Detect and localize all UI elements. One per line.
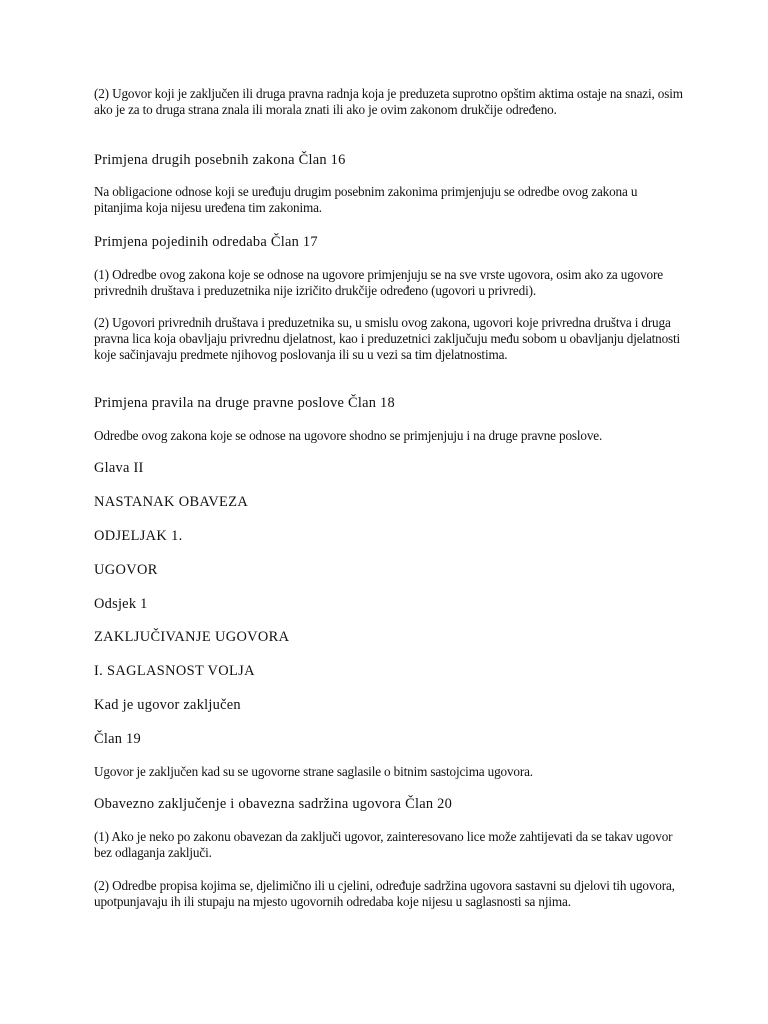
paragraph-clan-17-stav-1: (1) Odredbe ovog zakona koje se odnose na ugovore primjenjuju se na sve vrste ugovora, osim ako za ugovore privrednih društava i preduzetnika nije izričito drukčije određeno (ugovori u privredi). [94, 267, 663, 298]
heading-clan-20: Obavezno zaključenje i obavezna sadržina ugovora Član 20 [94, 796, 453, 812]
paragraph-clan-19: Ugovor je zaključen kad su se ugovorne strane saglasile o bitnim sastojcima ugovora. [94, 764, 533, 779]
paragraph-clan-16: Na obligacione odnose koji se uređuju drugim posebnim zakonima primjenjuju se odredbe ovog zakona u pitanjima koja nijesu uređena tim zakonima. [94, 184, 638, 215]
paragraph-clan-20-stav-2: (2) Odredbe propisa kojima se, djelimično ili u cjelini, određuje sadržina ugovora sastavni su djelovi tih ugovora, upotpunjavaju ih ili stupaju na mjesto ugovornih odredaba koje nijesu u saglasnosti sa njima. [94, 878, 675, 909]
heading-clan-17: Primjena pojedinih odredaba Član 17 [94, 234, 318, 250]
heading-nastanak-obaveza: NASTANAK OBAVEZA [94, 494, 249, 510]
heading-clan-18: Primjena pravila na druge pravne poslove Član 18 [94, 395, 395, 411]
paragraph-clan-18: Odredbe ovog zakona koje se odnose na ugovore shodno se primjenjuju i na druge pravne poslove. [94, 428, 603, 443]
heading-odsjek-1: Odsjek 1 [94, 596, 148, 612]
heading-ugovor: UGOVOR [94, 562, 158, 578]
heading-clan-16: Primjena drugih posebnih zakona Član 16 [94, 152, 346, 168]
heading-odjeljak-1: ODJELJAK 1. [94, 528, 183, 544]
paragraph-clan-20-stav-1: (1) Ako je neko po zakonu obavezan da zaključi ugovor, zainteresovano lice može zahtijevati da se takav ugovor bez odlaganja zaključi. [94, 829, 673, 860]
heading-clan-19: Član 19 [94, 731, 141, 747]
heading-saglasnost-volja: I. SAGLASNOST VOLJA [94, 663, 255, 679]
heading-glava-ii: Glava II [94, 460, 144, 476]
heading-zakljucivanje-ugovora: ZAKLJUČIVANJE UGOVORA [94, 629, 290, 645]
heading-kad-je-ugovor-zakljucen: Kad je ugovor zaključen [94, 697, 241, 713]
paragraph-clan-17-stav-2: (2) Ugovori privrednih društava i preduzetnika su, u smislu ovog zakona, ugovori koje privredna društva i druga pravna lica koja obavljaju privrednu djelatnost, kao i preduzetnici zaključuju među sobom u obavljanju djelatnosti koje sačinjavaju predmete njihovog poslovanja ili su u vezi sa tim djelatnostima. [94, 315, 681, 362]
paragraph-clan-15-stav-2: (2) Ugovor koji je zaključen ili druga pravna radnja koja je preduzeta suprotno opštim aktima ostaje na snazi, osim ako je za to druga strana znala ili morala znati ili ako je ovim zakonom drukčije određeno. [94, 86, 683, 117]
